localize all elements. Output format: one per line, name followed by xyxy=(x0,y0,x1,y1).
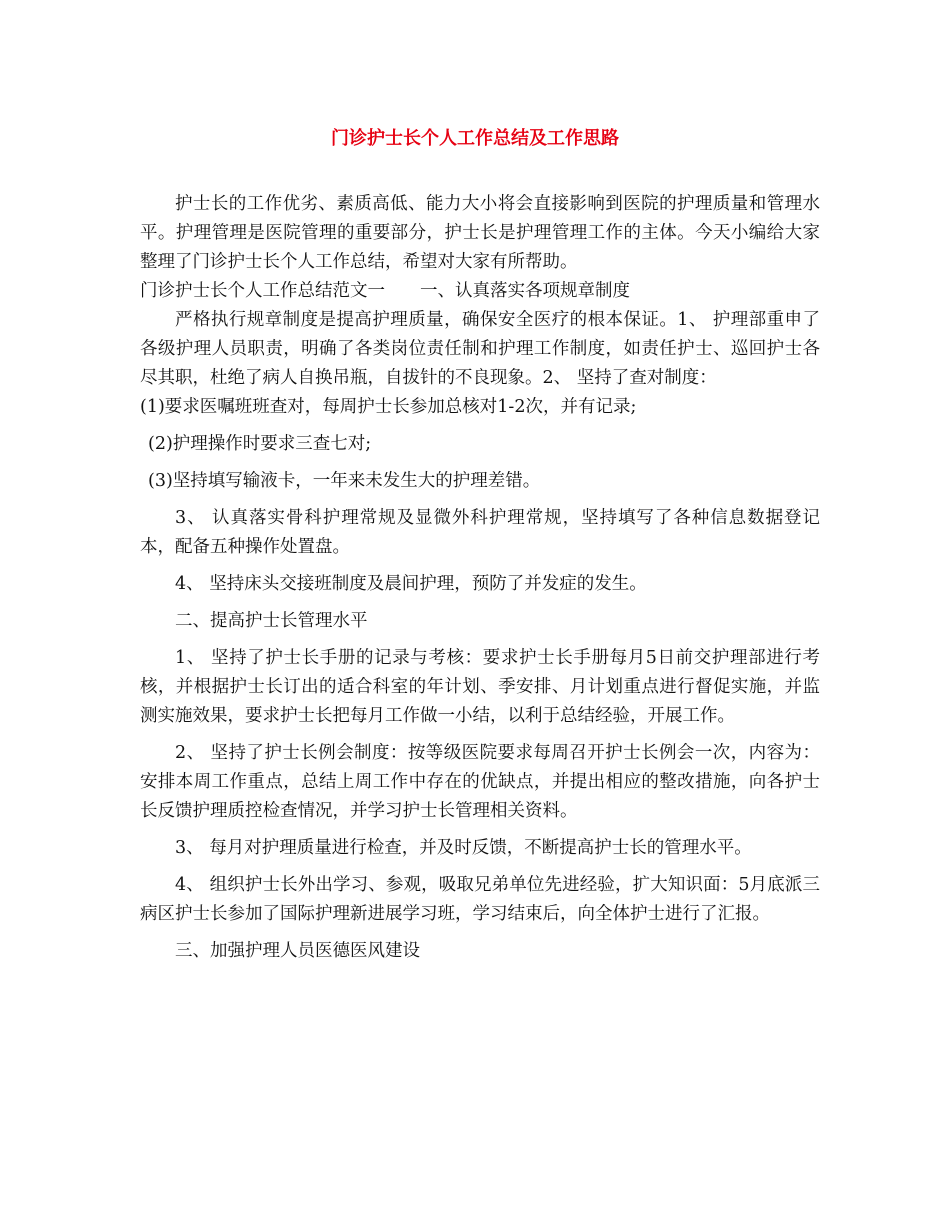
paragraph-manage-2: 2、 坚持了护士长例会制度：按等级医院要求每周召开护士长例会一次，内容为：安排本周工作重点，总结上周工作中存在的优缺点，并提出相应的整改措施，向各护士长反馈护理质控检查情况，并学习护士长管理相关资料。 xyxy=(140,743,820,821)
paragraph-intro: 护士长的工作优劣、素质高低、能力大小将会直接影响到医院的护理质量和管理水平。护理管理是医院管理的重要部分，护士长是护理管理工作的主体。今天小编给大家整理了门诊护士长个人工作总结，希望对大家有所帮助。 xyxy=(140,194,820,272)
document-body xyxy=(140,190,820,966)
paragraph-item-3: 3、 认真落实骨科护理常规及显微外科护理常规，坚持填写了各种信息数据登记本，配备五种操作处置盘。 xyxy=(140,508,820,557)
paragraph-item-4: 4、 坚持床头交接班制度及晨间护理，预防了并发症的发生。 xyxy=(175,574,647,594)
paragraph-check-1: (1)要求医嘱班班查对，每周护士长参加总核对1-2次，并有记录; xyxy=(140,397,637,417)
paragraph-check-3: (3)坚持填写输液卡，一年来未发生大的护理差错。 xyxy=(148,471,541,491)
paragraph-manage-3: 3、 每月对护理质量进行检查，并及时反馈，不断提高护士长的管理水平。 xyxy=(175,838,752,858)
paragraph-rules: 严格执行规章制度是提高护理质量，确保安全医疗的根本保证。1、 护理部重申了各级护理人员职责，明确了各类岗位责任制和护理工作制度，如责任护士、巡回护士各尽其职，杜绝了病人自换吊瓶，自拔针的不良现象。2、 坚持了查对制度： xyxy=(140,310,820,388)
paragraph-manage-4: 4、 组织护士长外出学习、参观，吸取兄弟单位先进经验，扩大知识面：5月底派三病区护士长参加了国际护理新进展学习班，学习结束后，向全体护士进行了汇报。 xyxy=(140,875,820,924)
paragraph-manage-1: 1、 坚持了护士长手册的记录与考核：要求护士长手册每月5日前交护理部进行考核，并根据护士长订出的适合科室的年计划、季安排、月计划重点进行督促实施，并监测实施效果，要求护士长把每月工作做一小结，以利于总结经验，开展工作。 xyxy=(140,648,820,726)
paragraph-section-heading-1: 门诊护士长个人工作总结范文一 一、认真落实各项规章制度 xyxy=(140,281,630,301)
paragraph-section-heading-2: 二、提高护士长管理水平 xyxy=(175,611,368,631)
document-title: 门诊护士长个人工作总结及工作思路 xyxy=(331,128,619,149)
paragraph-check-2: (2)护理操作时要求三查七对; xyxy=(148,434,372,454)
paragraph-section-heading-3: 三、加强护理人员医德医风建设 xyxy=(175,941,420,961)
